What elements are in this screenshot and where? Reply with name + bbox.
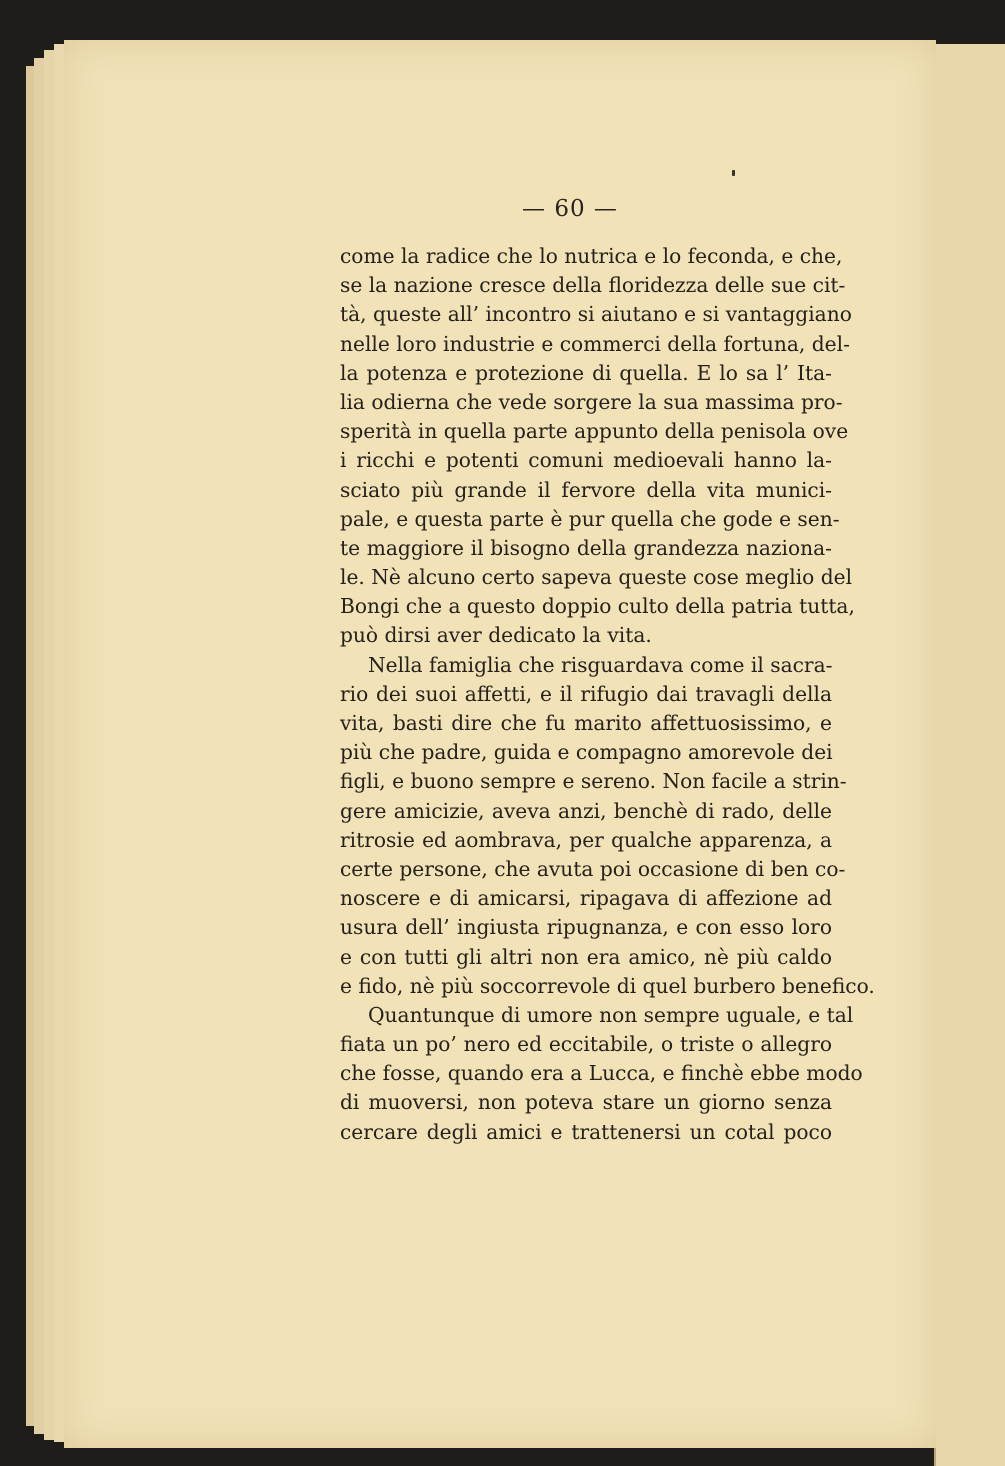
text-line: Bongi che a questo doppio culto della patria tutta, [340,594,855,619]
ink-speck [732,170,735,176]
text-line: sciato più grande il fervore della vita munici- [340,477,832,502]
text-line: Quantunque di umore non sempre uguale, e tal [368,1002,854,1027]
text-line: te maggiore il bisogno della grandezza naziona- [340,535,832,560]
text-line: le. Nè alcuno certo sapeva queste cose meglio del [340,565,853,590]
text-line: può dirsi aver dedicato la vita. [340,623,652,648]
text-line: certe persone, che avuta poi occasione di ben co- [340,856,846,881]
text-line: più che padre, guida e compagno amorevole dei [340,740,833,765]
text-line: sperità in quella parte appunto della penisola ove [340,419,849,444]
text-line: come la radice che lo nutrica e lo feconda, e che, [340,244,843,268]
text-line: rio dei suoi affetti, e il rifugio dai travagli della [340,681,832,706]
body-text [340,242,875,1147]
text-line: di muoversi, non poteva stare un giorno senza [340,1090,832,1115]
page-number: — 60 — [522,196,618,222]
text-line: usura dell’ ingiusta ripugnanza, e con esso loro [340,915,832,940]
text-line: gere amicizie, aveva anzi, benchè di rado, delle [340,798,832,823]
text-line: figli, e buono sempre e sereno. Non facile a strin- [340,769,847,794]
text-line: tà, queste all’ incontro si aiutano e si vantaggiano [340,302,852,327]
text-line: se la nazione cresce della floridezza delle sue cit- [340,273,846,298]
text-line: lia odierna che vede sorgere la sua massima pro- [340,389,843,414]
text-line: fiata un po’ nero ed eccitabile, o triste o allegro [340,1032,832,1057]
text-line: pale, e questa parte è pur quella che gode e sen- [340,506,840,531]
text-line: e fido, nè più soccorrevole di quel burbero benefico. [340,973,875,998]
text-line: la potenza e protezione di quella. E lo sa l’ Ita- [340,360,832,385]
text-line: nelle loro industrie e commerci della fortuna, del- [340,331,850,356]
text-line: cercare degli amici e trattenersi un cotal poco [340,1119,832,1144]
text-line: e con tutti gli altri non era amico, nè più caldo [340,944,832,969]
text-line: noscere e di amicarsi, ripagava di affezione ad [340,886,832,911]
text-line: che fosse, quando era a Lucca, e finchè ebbe modo [340,1061,863,1086]
text-line: i ricchi e potenti comuni medioevali hanno la- [340,448,832,473]
text-line: vita, basti dire che fu marito affettuosissimo, e [340,711,832,735]
facing-page-edge [934,44,1005,1466]
text-line: Nella famiglia che risguardava come il sacra- [368,652,833,677]
text-line: ritrosie ed aombrava, per qualche apparenza, a [340,827,832,852]
